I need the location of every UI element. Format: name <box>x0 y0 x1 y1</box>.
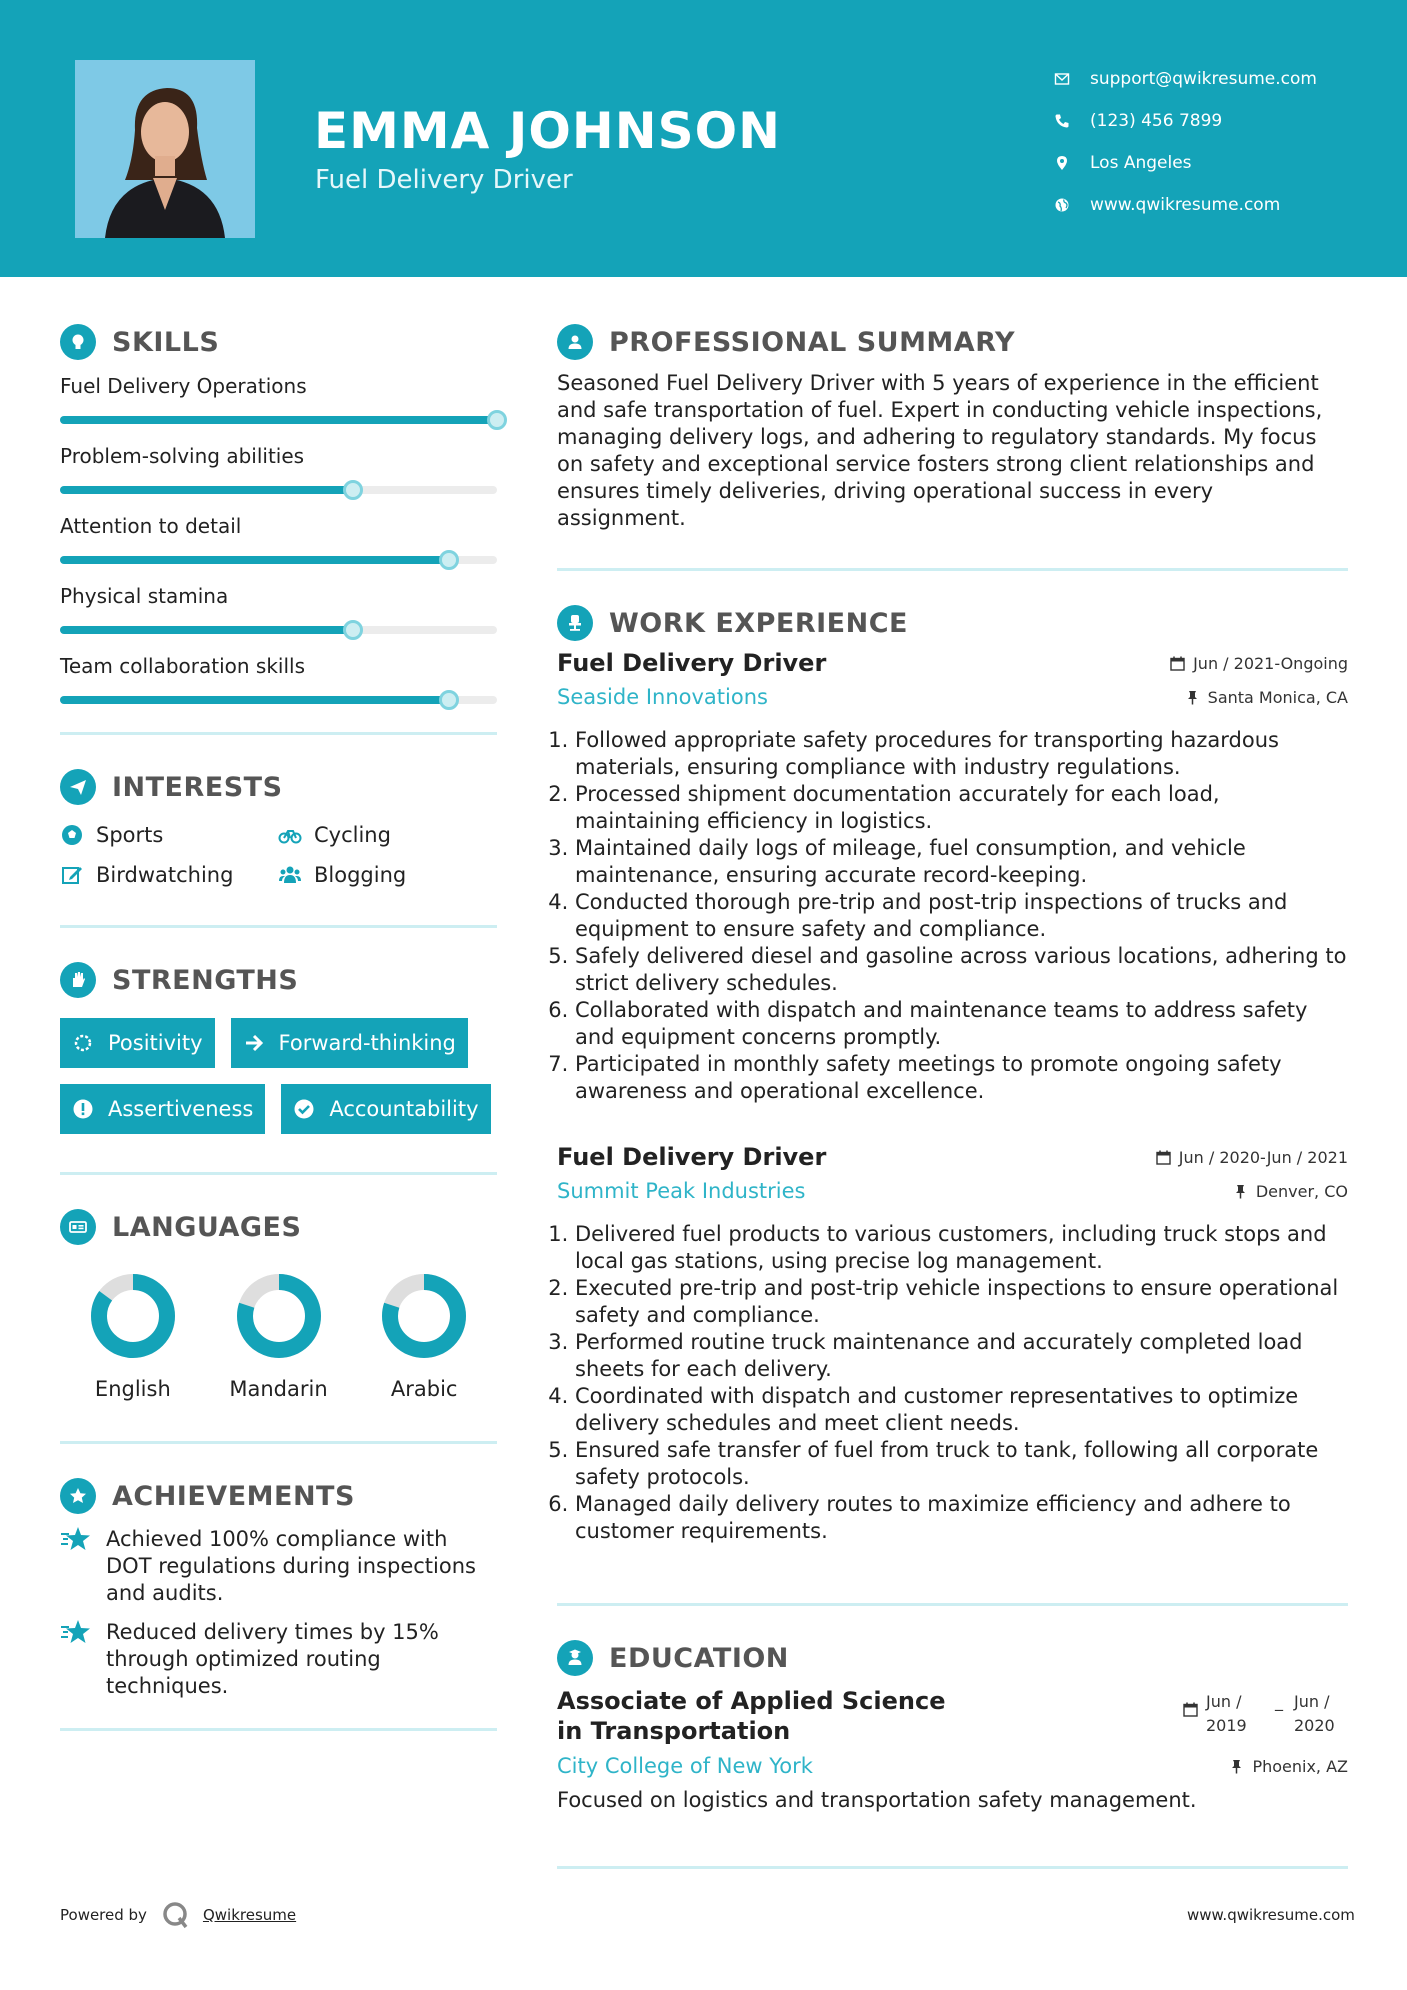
interest-label: Blogging <box>314 863 407 887</box>
summary-text: Seasoned Fuel Delivery Driver with 5 years of experience in the efficient and safe transportation of fuel. Expert in conducting vehicle inspections, managing delivery logs, and adhering to regulatory standards. My focus on safety and exceptional service fosters strong client relationships and ensures timely deliveries, driving operational success in every assignment. <box>557 371 1323 530</box>
edit-icon <box>60 863 84 887</box>
soccer-ball-icon <box>60 823 84 847</box>
phone-text: (123) 456 7899 <box>1090 111 1223 131</box>
strength-chip <box>231 1018 468 1068</box>
language-item <box>60 1273 206 1401</box>
strengths-title: STRENGTHS <box>112 964 299 996</box>
job-duties <box>557 1221 1348 1545</box>
pushpin-icon <box>1185 690 1200 705</box>
interests-header <box>60 765 497 809</box>
languages-title: LANGUAGES <box>112 1211 302 1243</box>
skill-name: Physical stamina <box>60 584 229 608</box>
skill-level-fill <box>60 556 449 564</box>
education-location-text: Phoenix, AZ <box>1252 1756 1348 1776</box>
divider <box>557 1603 1348 1606</box>
company-name: Seaside Innovations <box>557 685 768 709</box>
duty-item: 3. Maintained daily logs of mileage, fuel consumption, and vehicle maintenance, ensuring accurate record-keeping. <box>575 835 1348 889</box>
skill-item <box>60 514 497 564</box>
contact-email[interactable] <box>1054 58 1317 100</box>
strength-label: Forward-thinking <box>278 1031 456 1055</box>
users-icon <box>278 863 302 887</box>
duty-item: 6. Managed daily delivery routes to maximize efficiency and adhere to customer requirements. <box>575 1491 1348 1545</box>
candidate-name: EMMA JOHNSON <box>314 102 781 160</box>
job-dates <box>1156 1148 1348 1167</box>
degree-name: Associate of Applied Science in Transportation <box>557 1687 946 1745</box>
education-start: Jun / 2019 <box>1206 1692 1247 1735</box>
pushpin-icon <box>1233 1184 1248 1199</box>
skill-item <box>60 654 497 704</box>
duty-item: 2. Executed pre-trip and post-trip vehicle inspections to ensure operational safety and compliance. <box>575 1275 1348 1329</box>
skill-level-knob <box>439 690 459 710</box>
strength-label: Assertiveness <box>108 1097 254 1121</box>
language-donut <box>381 1273 467 1359</box>
star-icon <box>60 1526 92 1552</box>
language-icon <box>60 1209 96 1245</box>
skill-name: Fuel Delivery Operations <box>60 374 307 398</box>
achievements-header <box>60 1474 497 1518</box>
divider <box>60 925 497 928</box>
duty-item: 5. Ensured safe transfer of fuel from truck to tank, following all corporate safety protocols. <box>575 1437 1348 1491</box>
bicycle-icon <box>278 823 302 847</box>
qwikresume-logo-icon <box>161 1900 191 1930</box>
skill-level-bar <box>60 696 497 704</box>
globe-icon <box>1054 197 1070 213</box>
job-location-text: Santa Monica, CA <box>1207 687 1348 707</box>
skill-name: Attention to detail <box>60 514 242 538</box>
calendar-icon <box>1156 1150 1171 1165</box>
duty-item: 4. Conducted thorough pre-trip and post-trip inspections of trucks and equipment to ensure safety and compliance. <box>575 889 1348 943</box>
achievements-list <box>60 1526 497 1700</box>
job-company-row <box>557 685 1348 709</box>
right-column <box>557 320 1348 1869</box>
interest-label: Birdwatching <box>96 863 234 887</box>
language-donut <box>90 1273 176 1359</box>
calendar-icon <box>1170 656 1185 671</box>
duty-item: 4. Coordinated with dispatch and customer representatives to optimize delivery schedules and meet client needs. <box>575 1383 1348 1437</box>
skill-name: Team collaboration skills <box>60 654 305 678</box>
skill-level-knob <box>487 410 507 430</box>
summary-header <box>557 320 1348 364</box>
skill-level-bar <box>60 416 497 424</box>
job-title-row <box>557 649 1348 677</box>
divider <box>60 1441 497 1444</box>
divider <box>60 1728 497 1731</box>
graduate-icon <box>557 1640 593 1676</box>
experience-title: WORK EXPERIENCE <box>609 607 908 639</box>
job-dates-text: Jun / 2020-Jun / 2021 <box>1178 1147 1348 1167</box>
skill-level-bar <box>60 626 497 634</box>
powered-by-text: Powered by <box>60 1906 147 1924</box>
job-entry <box>557 649 1348 1105</box>
language-name: Arabic <box>390 1377 458 1401</box>
skill-level-bar <box>60 486 497 494</box>
education-header <box>557 1636 1348 1680</box>
job-location-text: Denver, CO <box>1255 1181 1348 1201</box>
language-name: English <box>94 1377 171 1401</box>
skills-header <box>60 320 497 364</box>
footer-powered <box>60 1900 296 1930</box>
location-text: Los Angeles <box>1090 153 1192 173</box>
job-location <box>1185 688 1348 707</box>
duty-item: 3. Performed routine truck maintenance and accurately completed load sheets for each delivery. <box>575 1329 1348 1383</box>
map-pin-icon <box>1054 155 1070 171</box>
job-duties <box>557 727 1348 1105</box>
star-icon <box>60 1619 92 1645</box>
job-dates <box>1170 654 1348 673</box>
interest-item <box>278 863 496 887</box>
office-chair-icon <box>557 605 593 641</box>
strength-chip <box>281 1084 490 1134</box>
star-badge-icon <box>60 1478 96 1514</box>
education-school-row <box>557 1754 1348 1778</box>
language-item <box>351 1273 497 1401</box>
skill-level-knob <box>343 480 363 500</box>
strength-chip <box>60 1018 215 1068</box>
achievement-item <box>60 1526 497 1607</box>
education-location <box>1229 1757 1348 1776</box>
strength-chip <box>60 1084 265 1134</box>
interest-item <box>60 823 278 847</box>
interest-item <box>278 823 496 847</box>
skill-name: Problem-solving abilities <box>60 444 305 468</box>
strengths-list <box>60 1018 497 1134</box>
header <box>0 0 1407 277</box>
contact-website[interactable] <box>1054 184 1317 226</box>
job-title: Fuel Delivery Driver <box>557 649 827 677</box>
left-column <box>60 320 497 1731</box>
skill-item <box>60 444 497 494</box>
calendar-icon <box>1183 1702 1198 1717</box>
language-name: Mandarin <box>229 1377 328 1401</box>
duty-item: 7. Participated in monthly safety meetings to promote ongoing safety awareness and operational excellence. <box>575 1051 1348 1105</box>
exclamation-icon <box>72 1098 94 1120</box>
user-icon <box>557 324 593 360</box>
experience-header <box>557 601 1348 645</box>
skills-list <box>60 374 497 704</box>
lightbulb-icon <box>60 324 96 360</box>
sun-icon <box>72 1032 94 1054</box>
summary-title: PROFESSIONAL SUMMARY <box>609 326 1016 358</box>
language-donut <box>236 1273 322 1359</box>
paper-plane-icon <box>60 769 96 805</box>
divider <box>60 1172 497 1175</box>
contact-phone[interactable] <box>1054 100 1317 142</box>
company-name: Summit Peak Industries <box>557 1179 806 1203</box>
date-separator: _ <box>1275 1692 1283 1711</box>
skill-level-fill <box>60 486 353 494</box>
school-name: City College of New York <box>557 1754 813 1778</box>
skill-level-fill <box>60 416 497 424</box>
skill-level-knob <box>343 620 363 640</box>
job-title-row <box>557 1143 1348 1171</box>
education-description: Focused on logistics and transportation safety management. <box>557 1788 1197 1812</box>
achievement-text: Reduced delivery times by 15% through optimized routing techniques. <box>106 1620 439 1698</box>
education-title: EDUCATION <box>609 1642 789 1674</box>
duty-item: 1. Delivered fuel products to various customers, including truck stops and local gas stations, using precise log management. <box>575 1221 1348 1275</box>
pushpin-icon <box>1229 1759 1244 1774</box>
strength-label: Accountability <box>329 1097 479 1121</box>
job-title: Fuel Delivery Driver <box>557 1143 827 1171</box>
profile-photo <box>75 60 255 238</box>
achievement-item <box>60 1619 497 1700</box>
contact-info <box>1054 58 1317 226</box>
mail-icon <box>1054 71 1070 87</box>
check-circle-icon <box>293 1098 315 1120</box>
email-text: support@qwikresume.com <box>1090 69 1317 89</box>
achievement-text: Achieved 100% compliance with DOT regulations during inspections and audits. <box>106 1527 476 1605</box>
footer-website[interactable]: www.qwikresume.com <box>1187 1906 1355 1924</box>
job-company-row <box>557 1179 1348 1203</box>
languages-header <box>60 1205 497 1249</box>
job-location <box>1233 1182 1348 1201</box>
divider <box>60 732 497 735</box>
skill-level-bar <box>60 556 497 564</box>
qwikresume-link[interactable]: Qwikresume <box>202 1906 297 1924</box>
hand-icon <box>60 962 96 998</box>
strength-label: Positivity <box>108 1031 203 1055</box>
strengths-header <box>60 958 497 1002</box>
interest-label: Cycling <box>314 823 391 847</box>
duty-item: 6. Collaborated with dispatch and maintenance teams to address safety and equipment concerns promptly. <box>575 997 1348 1051</box>
education-dates <box>1183 1690 1348 1738</box>
achievements-title: ACHIEVEMENTS <box>112 1480 355 1512</box>
phone-icon <box>1054 113 1070 129</box>
duty-item: 2. Processed shipment documentation accurately for each load, maintaining efficiency in logistics. <box>575 781 1348 835</box>
interest-item <box>60 863 278 887</box>
candidate-title: Fuel Delivery Driver <box>315 165 573 195</box>
languages-list <box>60 1273 497 1401</box>
duty-item: 5. Safely delivered diesel and gasoline across various locations, adhering to strict delivery schedules. <box>575 943 1348 997</box>
arrow-right-icon <box>243 1032 265 1054</box>
skill-item <box>60 374 497 424</box>
website-text: www.qwikresume.com <box>1090 195 1281 215</box>
divider <box>557 1866 1348 1869</box>
language-item <box>206 1273 352 1401</box>
job-entry <box>557 1143 1348 1545</box>
education-end: Jun / 2020 <box>1294 1692 1335 1735</box>
duty-item: 1. Followed appropriate safety procedures for transporting hazardous materials, ensuring compliance with industry regulations. <box>575 727 1348 781</box>
divider <box>557 568 1348 571</box>
skill-level-knob <box>439 550 459 570</box>
interest-label: Sports <box>96 823 164 847</box>
education-row <box>557 1686 1348 1746</box>
contact-location <box>1054 142 1317 184</box>
job-dates-text: Jun / 2021-Ongoing <box>1193 653 1348 673</box>
skill-item <box>60 584 497 634</box>
skill-level-fill <box>60 696 449 704</box>
skills-title: SKILLS <box>112 326 220 358</box>
skill-level-fill <box>60 626 353 634</box>
interests-list <box>60 823 497 887</box>
interests-title: INTERESTS <box>112 771 283 803</box>
